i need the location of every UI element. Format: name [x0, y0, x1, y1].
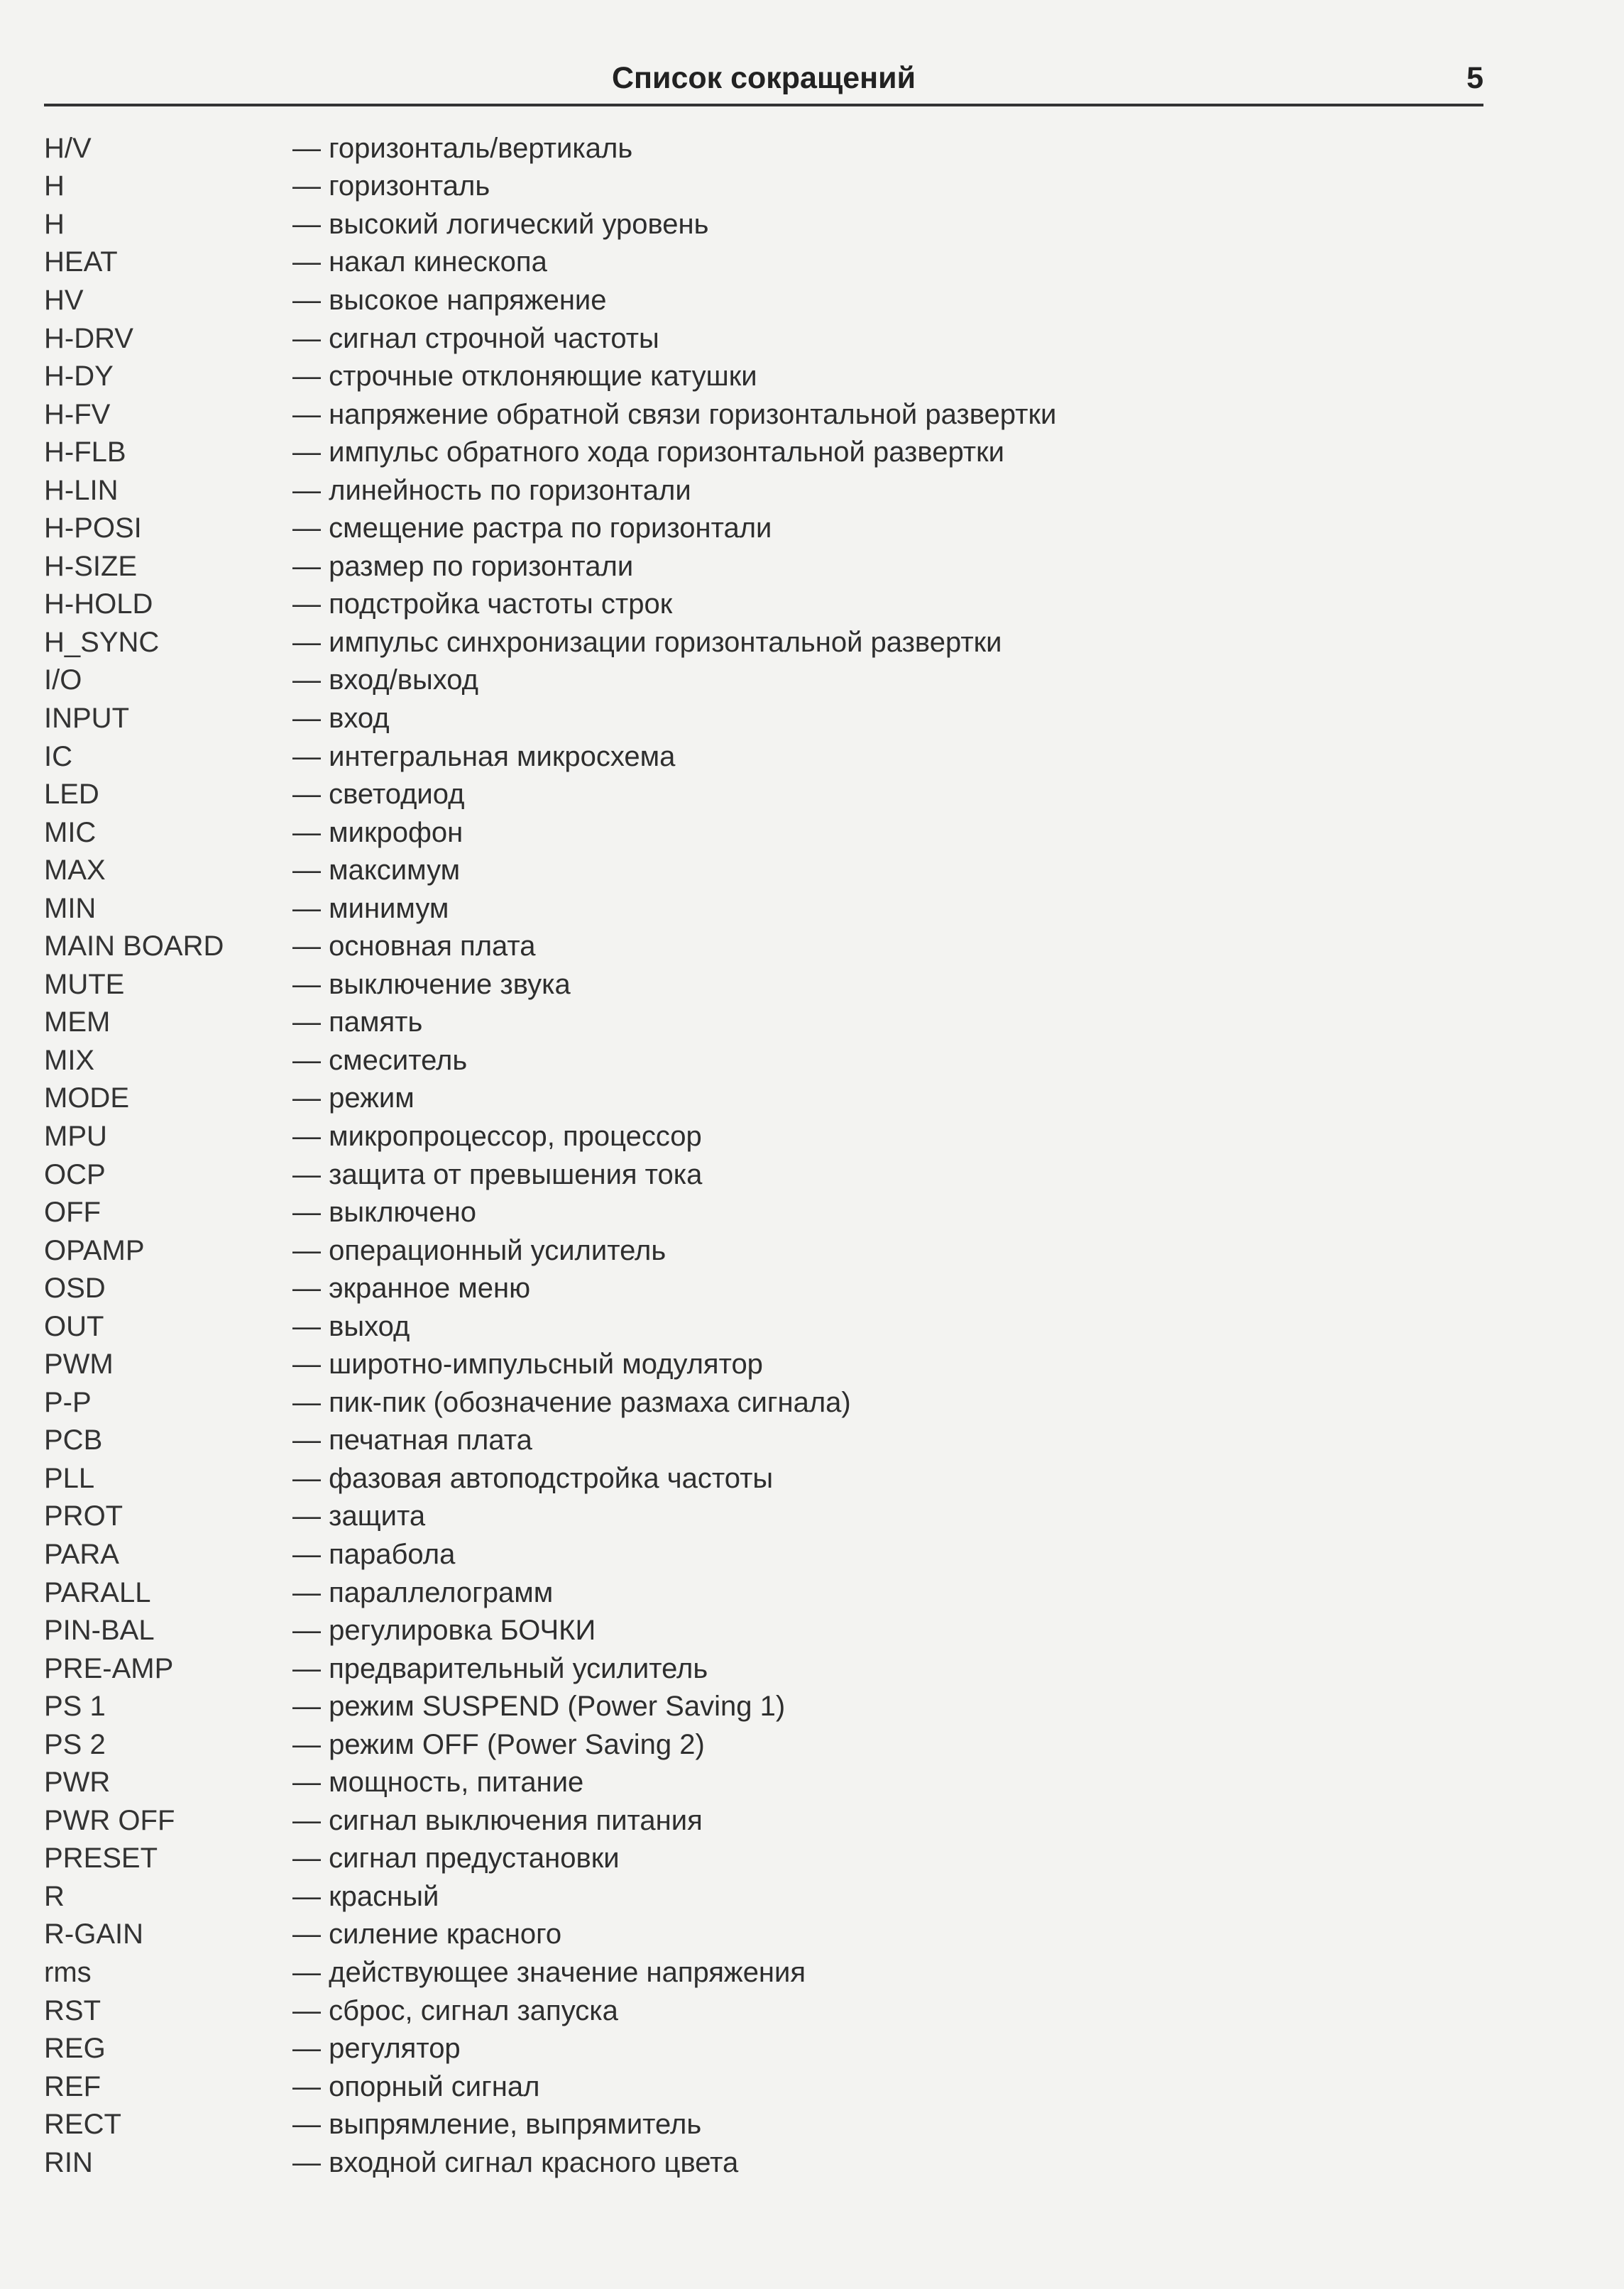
abbreviation-description: — предварительный усилитель [292, 1652, 708, 1684]
abbreviation-term: MIN [44, 892, 97, 924]
abbreviation-row [44, 889, 1251, 928]
abbreviation-term: IC [44, 740, 72, 772]
abbreviation-description: — сигнал предустановки [292, 1843, 620, 1874]
abbreviation-description: — фазовая автоподстройка частоты [292, 1462, 774, 1494]
abbreviation-row [44, 1117, 1251, 1156]
abbreviation-description: — минимум [292, 892, 449, 924]
abbreviation-description: — регулятор [292, 2033, 461, 2065]
abbreviation-row [44, 1231, 1251, 1270]
abbreviation-description: — широтно-импульсный модулятор [292, 1349, 763, 1380]
abbreviation-row [44, 509, 1251, 547]
abbreviation-term: H-FLB [44, 437, 126, 468]
abbreviation-row [44, 1649, 1251, 1688]
abbreviation-description: — выключение звука [292, 968, 571, 1000]
abbreviation-description: — пик-пик (обозначение размаха сигнала) [292, 1386, 851, 1418]
abbreviation-description: — защита от превышения тока [292, 1158, 703, 1190]
abbreviation-description: — максимум [292, 855, 461, 886]
abbreviation-description: — регулировка БОЧКИ [292, 1615, 596, 1647]
abbreviation-row [44, 1535, 1251, 1574]
abbreviation-term: PWR [44, 1767, 111, 1799]
abbreviation-term: H/V [44, 132, 92, 164]
page-header [44, 57, 1483, 105]
abbreviation-term: H-DRV [44, 322, 133, 354]
abbreviation-row [44, 1269, 1251, 1307]
abbreviation-row [44, 1992, 1251, 2030]
abbreviation-row [44, 1346, 1251, 1384]
abbreviation-description: — основная плата [292, 931, 536, 962]
abbreviation-term: H_SYNC [44, 626, 160, 658]
abbreviation-term: H [44, 170, 65, 202]
abbreviation-description: — силение красного [292, 1919, 562, 1950]
abbreviation-description: — опорный сигнал [292, 2070, 540, 2102]
abbreviation-row [44, 1041, 1251, 1080]
abbreviation-description: — параллелограмм [292, 1576, 554, 1608]
abbreviation-description: — высокий логический уровень [292, 208, 709, 240]
abbreviation-row [44, 281, 1251, 319]
abbreviation-term: PROT [44, 1500, 124, 1532]
abbreviation-row [44, 1840, 1251, 1878]
abbreviation-term: PARALL [44, 1576, 151, 1608]
abbreviation-term: PCB [44, 1425, 103, 1456]
abbreviation-description: — вход [292, 702, 390, 734]
abbreviation-row [44, 1764, 1251, 1802]
abbreviation-term: P-P [44, 1386, 92, 1418]
abbreviation-description: — экранное меню [292, 1273, 531, 1305]
abbreviation-description: — горизонталь [292, 170, 490, 202]
abbreviation-term: H-LIN [44, 474, 119, 506]
abbreviation-term: H [44, 208, 65, 240]
abbreviation-row [44, 1307, 1251, 1346]
abbreviation-row [44, 2105, 1251, 2143]
abbreviation-term: REF [44, 2070, 101, 2102]
abbreviation-row [44, 1916, 1251, 1954]
abbreviation-description: — напряжение обратной связи горизонтальной развертки [292, 398, 1057, 430]
abbreviation-term: PARA [44, 1539, 119, 1570]
abbreviation-row [44, 1725, 1251, 1764]
abbreviation-row [44, 851, 1251, 889]
abbreviation-row [44, 813, 1251, 852]
abbreviation-term: OSD [44, 1273, 106, 1305]
abbreviation-term: PS 1 [44, 1691, 106, 1723]
abbreviation-row [44, 623, 1251, 662]
abbreviation-term: PIN-BAL [44, 1615, 155, 1647]
abbreviation-term: MEM [44, 1006, 111, 1038]
abbreviation-term: RIN [44, 2146, 93, 2178]
page-title: Список сокращений [611, 61, 916, 95]
abbreviation-row [44, 2068, 1251, 2106]
abbreviation-row [44, 1383, 1251, 1422]
abbreviation-term: H-FV [44, 398, 111, 430]
abbreviation-description: — красный [292, 1880, 439, 1912]
abbreviation-description: — вход/выход [292, 664, 478, 696]
abbreviation-row [44, 775, 1251, 813]
abbreviation-description: — режим SUSPEND (Power Saving 1) [292, 1691, 786, 1723]
abbreviation-row [44, 1004, 1251, 1042]
abbreviation-term: MIC [44, 816, 97, 848]
abbreviation-description: — горизонталь/вертикаль [292, 132, 633, 164]
abbreviation-term: OPAMP [44, 1234, 145, 1266]
abbreviation-term: HV [44, 284, 84, 316]
abbreviation-term: OUT [44, 1310, 104, 1342]
abbreviation-row [44, 737, 1251, 776]
abbreviation-description: — действующее значение напряжения [292, 1957, 806, 1989]
abbreviation-row [44, 547, 1251, 586]
abbreviation-row [44, 168, 1251, 206]
abbreviation-row [44, 243, 1251, 282]
abbreviation-row [44, 965, 1251, 1004]
abbreviation-term: HEAT [44, 246, 118, 278]
abbreviation-row [44, 1574, 1251, 1612]
abbreviation-row [44, 1953, 1251, 1992]
abbreviation-description: — выпрямление, выпрямитель [292, 2109, 702, 2141]
abbreviation-term: H-SIZE [44, 550, 138, 582]
abbreviation-term: PLL [44, 1462, 95, 1494]
abbreviation-term: PRESET [44, 1843, 158, 1874]
abbreviation-row [44, 699, 1251, 737]
abbreviation-description: — светодиод [292, 779, 465, 811]
abbreviation-row [44, 433, 1251, 471]
abbreviation-term: PS 2 [44, 1728, 106, 1760]
abbreviation-description: — входной сигнал красного цвета [292, 2146, 739, 2178]
abbreviation-term: PWR OFF [44, 1804, 175, 1836]
abbreviation-description: — смещение растра по горизонтали [292, 512, 772, 544]
abbreviation-row [44, 1156, 1251, 1194]
abbreviation-row [44, 662, 1251, 700]
abbreviation-term: REG [44, 2033, 106, 2065]
abbreviation-term: MPU [44, 1120, 107, 1152]
abbreviation-description: — микропроцессор, процессор [292, 1120, 702, 1152]
abbreviation-term: RECT [44, 2109, 121, 2141]
abbreviation-row [44, 586, 1251, 624]
abbreviation-term: R-GAIN [44, 1919, 143, 1950]
abbreviation-row [44, 319, 1251, 358]
abbreviation-term: MODE [44, 1082, 129, 1114]
abbreviation-row [44, 2029, 1251, 2068]
page-number: 5 [1466, 61, 1483, 95]
abbreviation-description: — микрофон [292, 816, 463, 848]
abbreviation-description: — строчные отклоняющие катушки [292, 361, 757, 393]
abbreviation-description: — сброс, сигнал запуска [292, 1994, 618, 2026]
abbreviation-row [44, 1459, 1251, 1498]
abbreviation-description: — память [292, 1006, 423, 1038]
abbreviation-description: — выключено [292, 1197, 476, 1229]
abbreviation-description: — выход [292, 1310, 410, 1342]
abbreviation-description: — сигнал строчной частоты [292, 322, 659, 354]
abbreviation-description: — накал кинескопа [292, 246, 547, 278]
abbreviation-term: MUTE [44, 968, 125, 1000]
abbreviation-term: H-POSI [44, 512, 142, 544]
abbreviation-term: H-HOLD [44, 588, 153, 620]
abbreviation-term: MIX [44, 1044, 95, 1076]
abbreviation-term: OCP [44, 1158, 106, 1190]
abbreviation-description: — интегральная микросхема [292, 740, 676, 772]
abbreviation-description: — высокое напряжение [292, 284, 607, 316]
abbreviation-description: — мощность, питание [292, 1767, 584, 1799]
abbreviation-row [44, 471, 1251, 510]
abbreviation-description: — защита [292, 1500, 426, 1532]
abbreviation-term: H-DY [44, 361, 114, 393]
abbreviation-row [44, 1687, 1251, 1725]
abbreviation-row [44, 1611, 1251, 1649]
abbreviation-term: RST [44, 1994, 101, 2026]
abbreviation-row [44, 927, 1251, 965]
abbreviation-term: I/O [44, 664, 82, 696]
abbreviation-row [44, 2143, 1251, 2182]
abbreviation-description: — операционный усилитель [292, 1234, 666, 1266]
abbreviation-term: MAX [44, 855, 106, 886]
abbreviation-row [44, 395, 1251, 434]
abbreviation-description: — импульс обратного хода горизонтальной развертки [292, 437, 1004, 468]
abbreviation-description: — сигнал выключения питания [292, 1804, 703, 1836]
abbreviation-row [44, 205, 1251, 243]
abbreviation-description: — подстройка частоты строк [292, 588, 673, 620]
abbreviation-row [44, 1080, 1251, 1118]
abbreviation-row [44, 1877, 1251, 1916]
abbreviation-row [44, 1193, 1251, 1231]
abbreviation-term: LED [44, 779, 99, 811]
abbreviation-row [44, 1801, 1251, 1840]
abbreviation-term: R [44, 1880, 65, 1912]
abbreviation-description: — размер по горизонтали [292, 550, 634, 582]
abbreviation-term: PRE-AMP [44, 1652, 174, 1684]
abbreviation-row [44, 1422, 1251, 1460]
abbreviation-term: OFF [44, 1197, 101, 1229]
abbreviation-term: MAIN BOARD [44, 931, 224, 962]
abbreviation-description: — печатная плата [292, 1425, 532, 1456]
abbreviation-term: rms [44, 1957, 92, 1989]
abbreviation-row [44, 129, 1251, 168]
header-divider [44, 104, 1483, 106]
abbreviation-description: — смеситель [292, 1044, 468, 1076]
abbreviation-term: PWM [44, 1349, 114, 1380]
abbreviation-description: — импульс синхронизации горизонтальной развертки [292, 626, 1002, 658]
abbreviation-description: — режим OFF (Power Saving 2) [292, 1728, 705, 1760]
abbreviation-description: — парабола [292, 1539, 456, 1570]
abbreviation-row [44, 1498, 1251, 1536]
abbreviation-description: — режим [292, 1082, 415, 1114]
abbreviation-row [44, 357, 1251, 395]
abbreviation-list [44, 129, 1251, 2182]
abbreviation-term: INPUT [44, 702, 129, 734]
abbreviation-description: — линейность по горизонтали [292, 474, 691, 506]
